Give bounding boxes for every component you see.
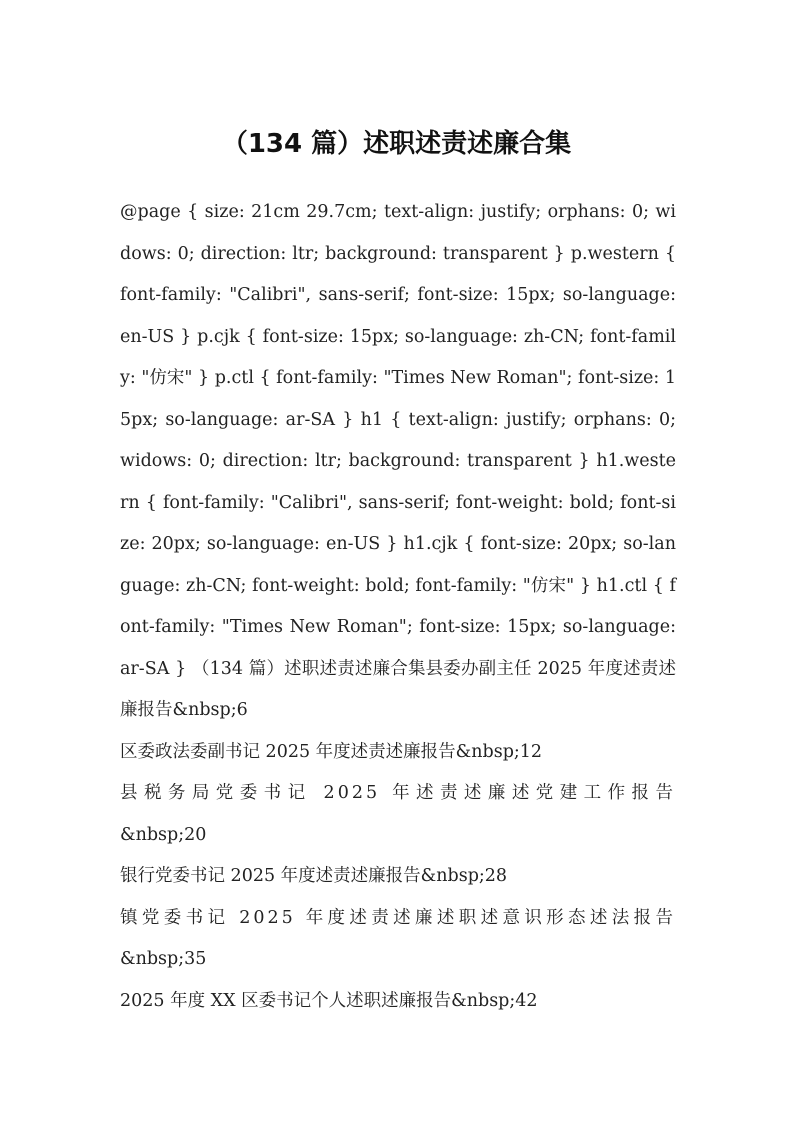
- toc-entry: &nbsp;20: [120, 824, 207, 845]
- toc-entry: 区委政法委副书记 2025 年度述责述廉报告&nbsp;12: [120, 741, 543, 762]
- toc-entry: 银行党委书记 2025 年度述责述廉报告&nbsp;28: [120, 866, 508, 886]
- toc-entry: 县税务局党委书记 2025 年述责述廉述党建工作报告: [120, 783, 676, 803]
- toc-entry: &nbsp;35: [120, 949, 207, 969]
- css-text-paragraph: @page { size: 21cm 29.7cm; text-align: justify; orphans: 0; widows: 0; direction: ltr; background: transparent } p.western { font-family: "Calibri", sans-serif; font-size: 15px; so-language: en-US } p.cjk { font-size: 15px; so-language: zh-CN; font-family: "仿宋" } p.ctl { font-family: "Times New Roman"; font-size: 15px; so-language: ar-SA } h1 { text-align: justify; orphans: 0; widows: 0; direction: ltr; background: transparent } h1.western { font-family: "Calibri", sans-serif; font-weight: bold; font-size: 20px; so-language: en-US } h1.cjk { font-size: 20px; so-language: zh-CN; font-weight: bold; font-family: "仿宋" } h1.ctl { font-family: "Times New Roman"; font-size: 15px; so-language: ar-SA } （134 篇）述职述责述廉合集县委办副主任 2025 年度述责述廉报告&nbsp;6: [120, 202, 676, 720]
- toc-entry: 镇党委书记 2025 年度述责述廉述职述意识形态述法报告: [120, 907, 676, 928]
- toc-entry: 2025 年度 XX 区委书记个人述职述廉报告&nbsp;42: [120, 990, 538, 1011]
- document-body: [120, 192, 676, 1022]
- document-title: （134 篇）述职述责述廉合集: [221, 129, 572, 159]
